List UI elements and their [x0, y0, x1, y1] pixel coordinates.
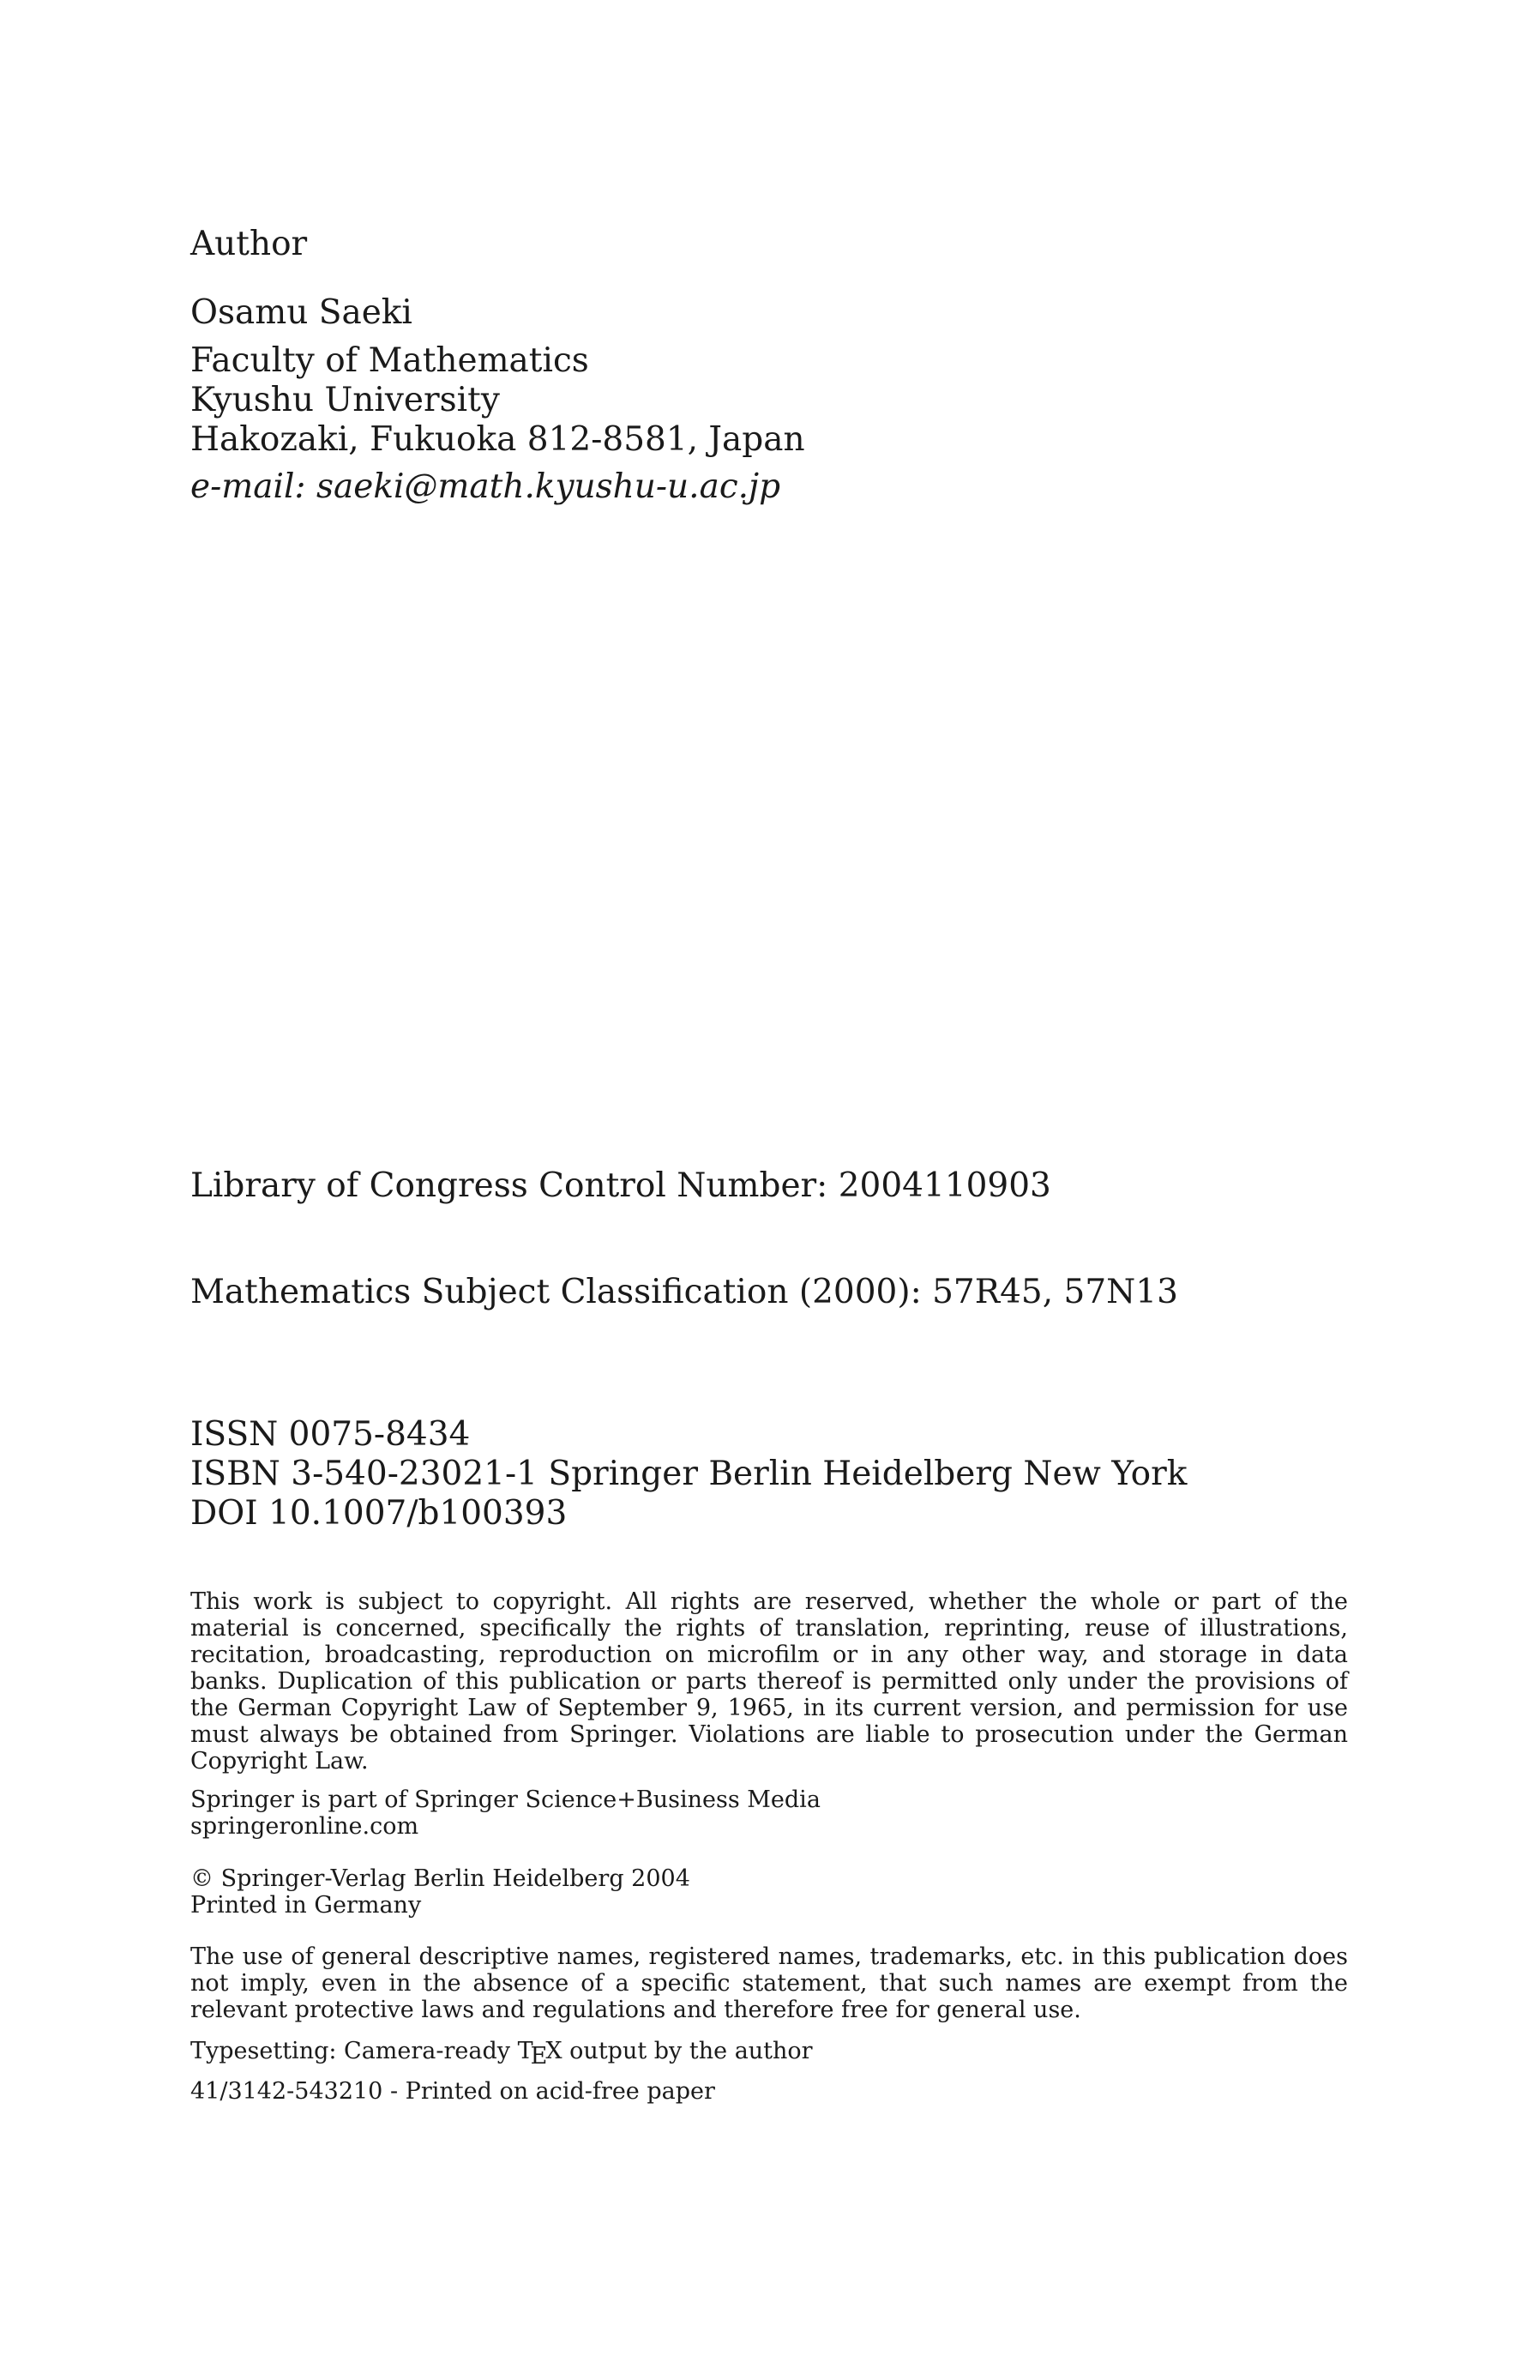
author-name [190, 293, 1348, 333]
author-name-text: Osamu Saeki [190, 293, 412, 332]
copyright-info [190, 1865, 1348, 1919]
tex-logo-t: T [517, 2038, 533, 2064]
typesetting-prefix: Typesetting: Camera-ready [190, 2038, 518, 2064]
tex-logo-e: E [530, 2043, 548, 2070]
lccn [190, 1166, 1348, 1206]
trademark-notice [190, 1943, 1348, 2023]
trademark-notice-text: The use of general descriptive names, registered names, trademarks, etc. in this publication does not imply, even in the absence of a specific statement, that such names are exempt from the relevant protective laws and regulations and therefore free for general use. [190, 1943, 1348, 2023]
author-email [190, 467, 1348, 507]
author-heading-text: Author [190, 225, 308, 263]
typesetting-line [190, 2038, 1348, 2070]
publisher-line-1: Springer is part of Springer Science+Business Media [190, 1787, 821, 1813]
printed-in: Printed in Germany [190, 1892, 422, 1919]
isbn: ISBN 3-540-23021-1 Springer Berlin Heidelberg New York [190, 1455, 1188, 1493]
typesetting-suffix: output by the author [562, 2038, 813, 2064]
affiliation-line-3: Hakozaki, Fukuoka 812-8581, Japan [190, 420, 805, 459]
author-affiliation [190, 341, 1348, 460]
affiliation-line-1: Faculty of Mathematics [190, 341, 589, 380]
msc [190, 1273, 1348, 1312]
publisher-info [190, 1787, 1348, 1840]
print-code [190, 2078, 1348, 2105]
identifiers [190, 1415, 1348, 1533]
copyright-notice [190, 1588, 1348, 1774]
copyright-line: © Springer-Verlag Berlin Heidelberg 2004 [190, 1865, 690, 1892]
publisher-website: springeronline.com [190, 1813, 419, 1840]
issn: ISSN 0075-8434 [190, 1415, 471, 1454]
print-code-text: 41/3142-543210 - Printed on acid-free paper [190, 2078, 715, 2105]
doi: DOI 10.1007/b100393 [190, 1494, 568, 1533]
author-heading [190, 225, 1348, 264]
author-email-text: e-mail: saeki@math.kyushu-u.ac.jp [190, 467, 781, 506]
tex-logo [517, 2038, 562, 2070]
msc-text: Mathematics Subject Classification (2000): 57R45, 57N13 [190, 1273, 1178, 1311]
tex-logo-x: X [545, 2038, 562, 2064]
lccn-text: Library of Congress Control Number: 2004110903 [190, 1166, 1051, 1205]
typesetting [190, 2038, 1348, 2070]
affiliation-line-2: Kyushu University [190, 381, 500, 419]
copyright-notice-text: This work is subject to copyright. All rights are reserved, whether the whole or part of the material is concerned, specifically the rights of translation, reprinting, reuse of illustrations, recitation, broadcasting, reproduction on microfilm or in any other way, and storage in data banks. Duplication of this publication or parts thereof is permitted only under the provisions of the German Copyright Law of September 9, 1965, in its current version, and permission for use must always be obtained from Springer. Violations are liable to prosecution under the German Copyright Law. [190, 1588, 1348, 1774]
